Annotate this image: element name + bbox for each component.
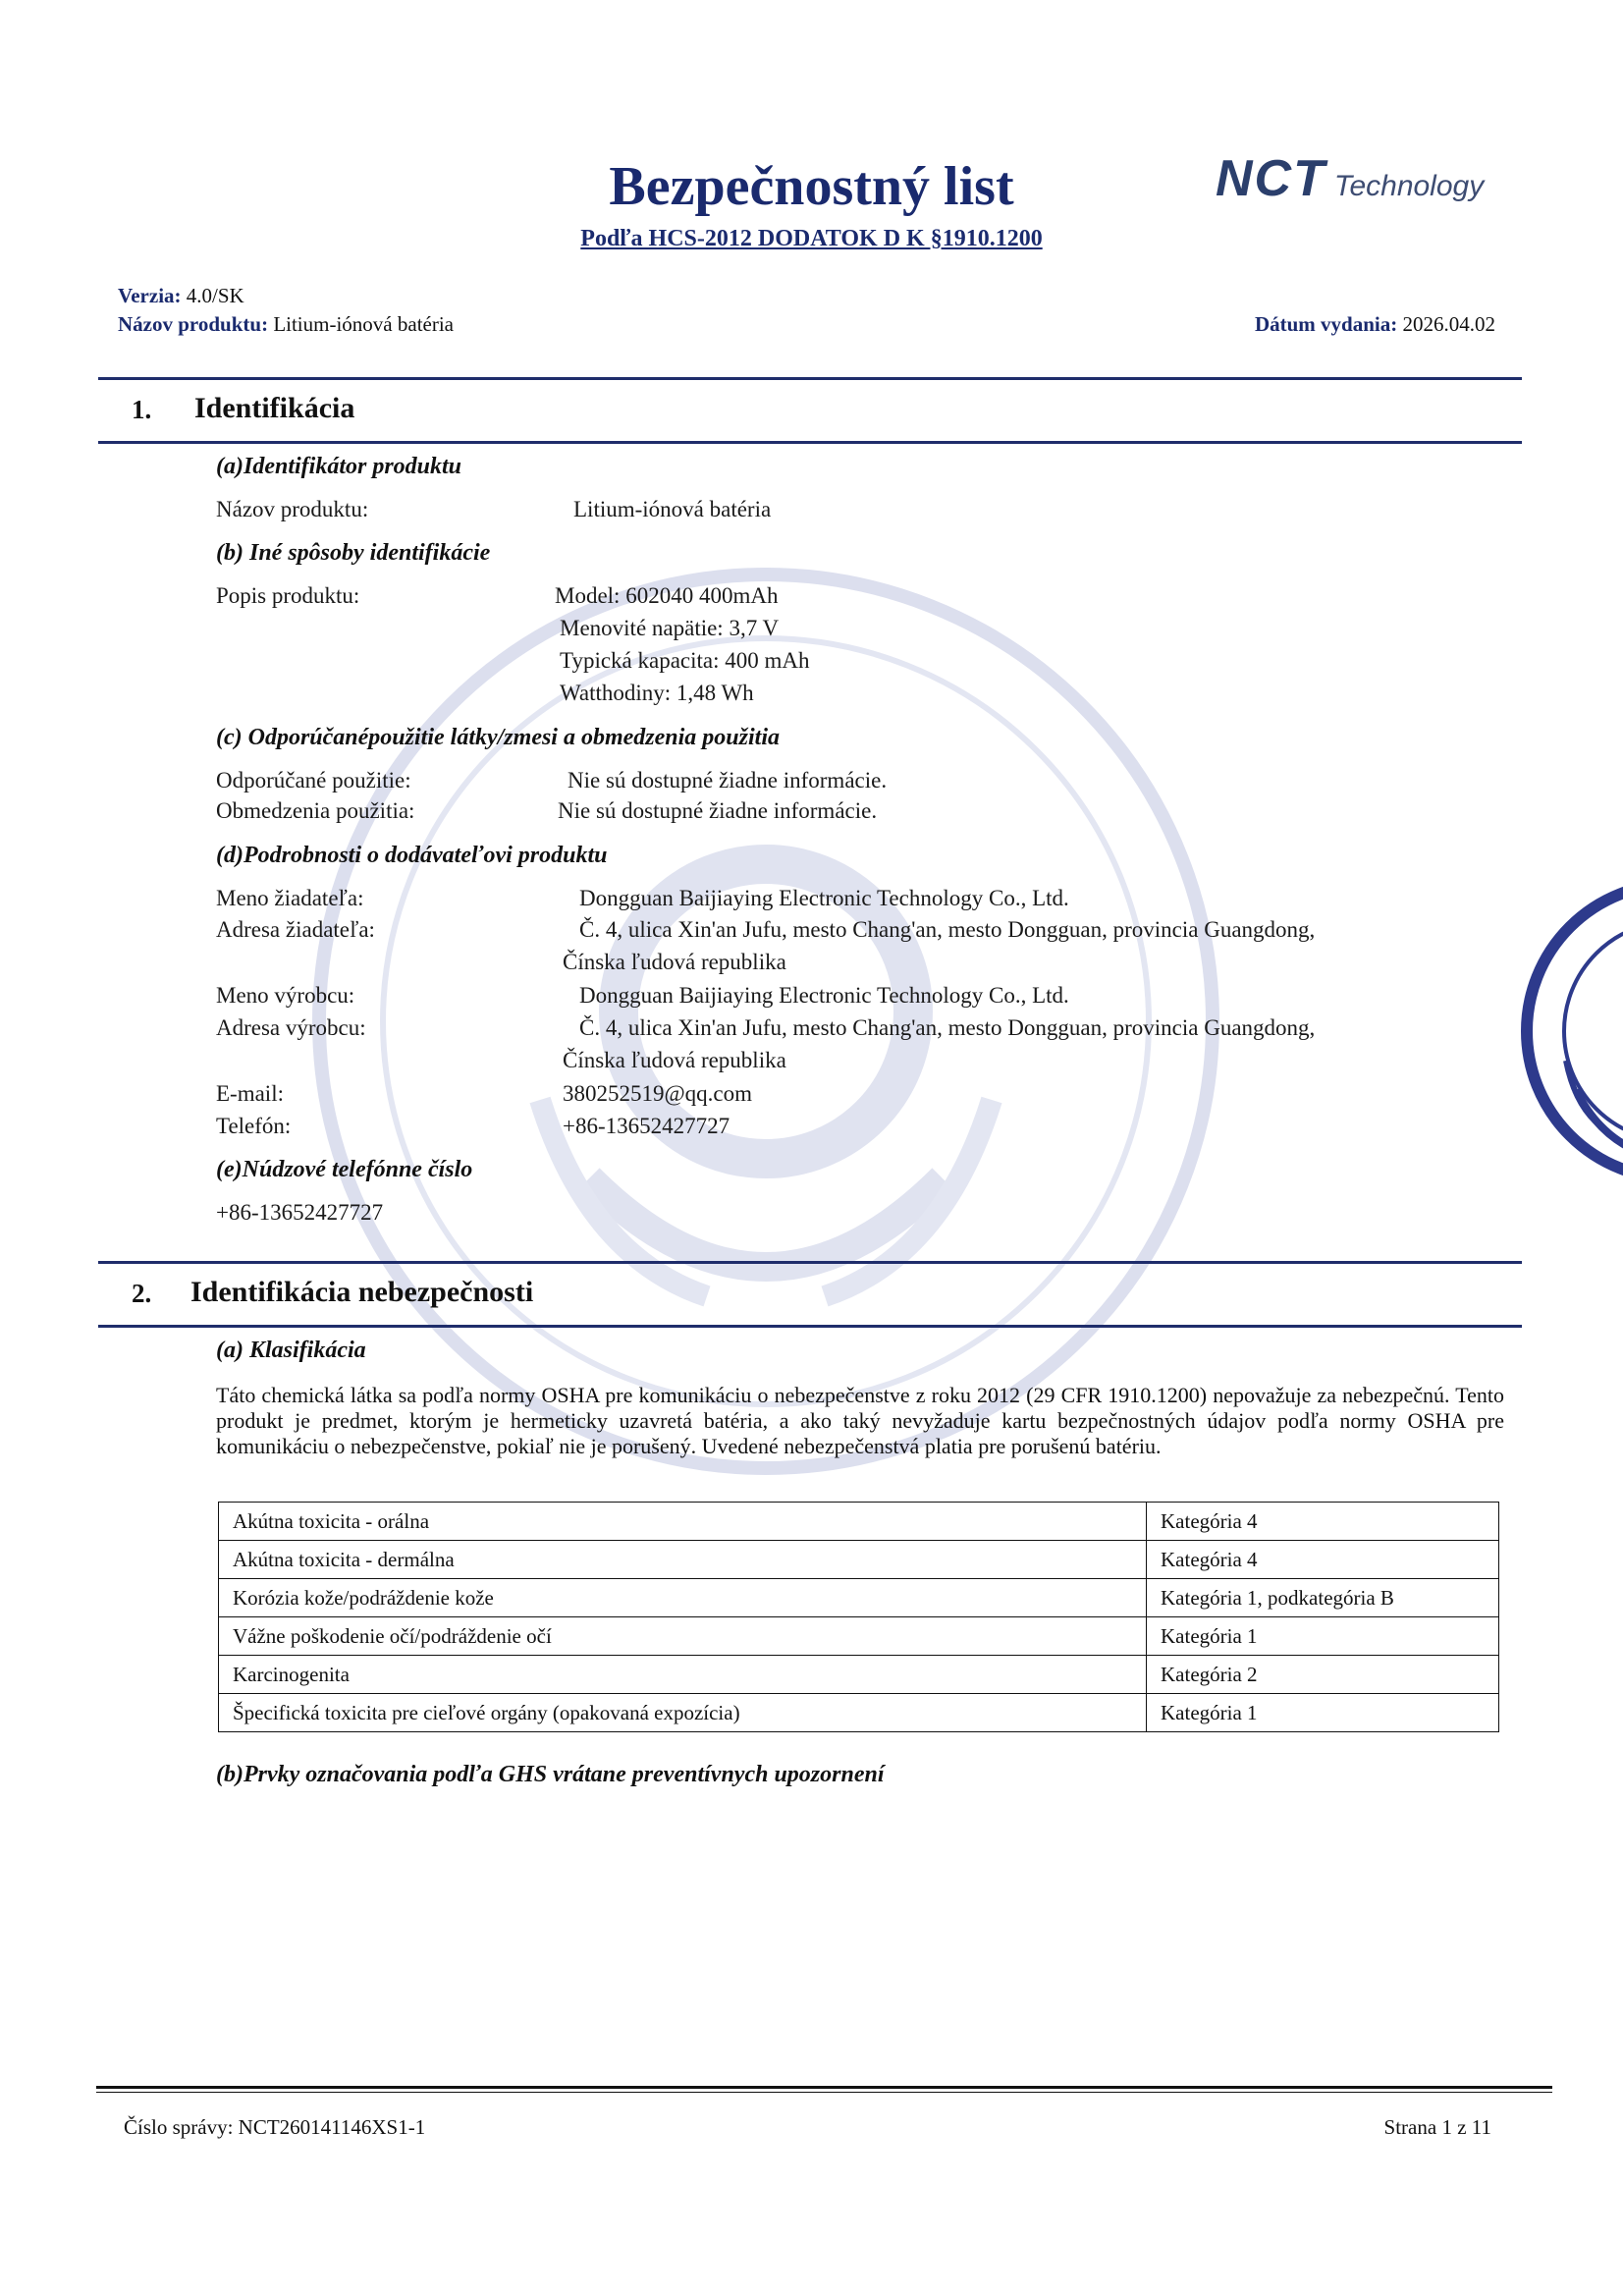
section-1-title: Identifikácia xyxy=(194,392,355,424)
version-line xyxy=(118,284,244,308)
product-name-label: Názov produktu: xyxy=(216,497,369,521)
hazard-cell: Korózia kože/podráždenie kože xyxy=(219,1579,1147,1617)
emergency-phone-value: +86-13652427727 xyxy=(216,1200,384,1225)
footer-rule-thin xyxy=(96,2092,1552,2093)
table-row xyxy=(219,1617,1499,1656)
product-name-value: Litium-iónová batéria xyxy=(573,497,772,521)
manufacturer-address-line2: Čínska ľudová republika xyxy=(563,1048,786,1072)
phone-label: Telefón: xyxy=(216,1114,292,1138)
description-line: Typická kapacita: 400 mAh xyxy=(560,648,810,673)
category-cell: Kategória 1 xyxy=(1147,1694,1499,1732)
table-row xyxy=(219,1579,1499,1617)
product-label: Názov produktu: xyxy=(118,312,269,336)
footer-rule-thick xyxy=(96,2086,1552,2089)
manufacturer-address-label: Adresa výrobcu: xyxy=(216,1015,366,1040)
subheading-1c: (c) Odporúčanépoužitie látky/zmesi a obmedzenia použitia xyxy=(216,725,780,750)
logo-sub-text: Technology xyxy=(1333,170,1485,202)
use-value: Nie sú dostupné žiadne informácie. xyxy=(568,768,888,793)
hazard-cell: Karcinogenita xyxy=(219,1656,1147,1694)
date-label: Dátum vydania: xyxy=(1254,312,1398,336)
description-line: Watthodiny: 1,48 Wh xyxy=(560,681,754,705)
applicant-name-value: Dongguan Baijiaying Electronic Technology Co., Ltd. xyxy=(579,886,1069,910)
report-number: Číslo správy: NCT260141146XS1-1 xyxy=(124,2115,426,2139)
section-2-title: Identifikácia nebezpečnosti xyxy=(190,1276,534,1308)
section-2-header xyxy=(98,1261,1522,1328)
description-line: Menovité napätie: 3,7 V xyxy=(560,616,780,640)
date-line xyxy=(1255,312,1495,337)
manufacturer-name-value: Dongguan Baijiaying Electronic Technology Co., Ltd. xyxy=(579,983,1069,1008)
email-label: E-mail: xyxy=(216,1081,284,1106)
manufacturer-name-label: Meno výrobcu: xyxy=(216,983,355,1008)
subheading-2a: (a) Klasifikácia xyxy=(216,1338,366,1363)
document-title: Bezpečnostný list xyxy=(609,156,1014,217)
category-cell: Kategória 4 xyxy=(1147,1541,1499,1579)
date-value: 2026.04.02 xyxy=(1402,312,1495,336)
document-subtitle: Podľa HCS-2012 DODATOK D K §1910.1200 xyxy=(580,226,1043,251)
manufacturer-address-line1: Č. 4, ulica Xin'an Jufu, mesto Chang'an, mesto Dongguan, provincia Guangdong, xyxy=(579,1015,1316,1040)
product-line xyxy=(118,312,454,337)
subheading-1d: (d)Podrobnosti o dodávateľovi produktu xyxy=(216,843,608,868)
subheading-2b: (b)Prvky označovania podľa GHS vrátane preventívnych upozornení xyxy=(216,1762,885,1787)
section-1-number: 1. xyxy=(132,395,152,424)
category-cell: Kategória 2 xyxy=(1147,1656,1499,1694)
email-value[interactable]: 380252519@qq.com xyxy=(563,1081,753,1106)
category-cell: Kategória 4 xyxy=(1147,1503,1499,1541)
restrictions-label: Obmedzenia použitia: xyxy=(216,798,415,823)
table-row xyxy=(219,1656,1499,1694)
company-logo xyxy=(1216,149,1520,208)
logo-main-text: NCT xyxy=(1216,150,1326,207)
product-value: Litium-iónová batéria xyxy=(273,312,455,336)
applicant-address-line2: Čínska ľudová republika xyxy=(563,950,786,974)
table-row xyxy=(219,1694,1499,1732)
hazard-cell: Akútna toxicita - dermálna xyxy=(219,1541,1147,1579)
restrictions-value: Nie sú dostupné žiadne informácie. xyxy=(558,798,878,823)
page-number: Strana 1 z 11 xyxy=(1383,2115,1491,2139)
description-label: Popis produktu: xyxy=(216,583,360,608)
version-value: 4.0/SK xyxy=(186,284,244,307)
phone-value: +86-13652427727 xyxy=(563,1114,730,1138)
hazard-cell: Špecifická toxicita pre cieľové orgány (opakovaná expozícia) xyxy=(219,1694,1147,1732)
company-stamp xyxy=(1507,864,1623,1198)
subheading-1b: (b) Iné spôsoby identifikácie xyxy=(216,540,491,566)
table-row xyxy=(219,1503,1499,1541)
category-cell: Kategória 1 xyxy=(1147,1617,1499,1656)
section-2-number: 2. xyxy=(132,1279,152,1308)
version-label: Verzia: xyxy=(118,284,182,307)
subheading-1a: (a)Identifikátor produktu xyxy=(216,454,462,479)
description-line: Model: 602040 400mAh xyxy=(555,583,779,608)
applicant-address-label: Adresa žiadateľa: xyxy=(216,917,375,942)
use-label: Odporúčané použitie: xyxy=(216,768,411,793)
category-cell: Kategória 1, podkategória B xyxy=(1147,1579,1499,1617)
applicant-address-line1: Č. 4, ulica Xin'an Jufu, mesto Chang'an, mesto Dongguan, provincia Guangdong, xyxy=(579,917,1316,942)
subheading-1e: (e)Núdzové telefónne číslo xyxy=(216,1157,473,1182)
classification-table xyxy=(218,1502,1499,1732)
table-row xyxy=(219,1541,1499,1579)
classification-paragraph: Táto chemická látka sa podľa normy OSHA pre komunikáciu o nebezpečenstve z roku 2012 (29 CFR 1910.1200) nepovažuje za nebezpečnú. Tento produkt je predmet, ktorým je hermeticky uzavretá batéria, a ako taký nevyžaduje kartu bezpečnostných údajov podľa normy OSHA pre komunikáciu o nebezpečenstve, pokiaľ nie je porušený. Uvedené nebezpečenstvá platia pre porušenú batériu. xyxy=(216,1383,1504,1458)
applicant-name-label: Meno žiadateľa: xyxy=(216,886,364,910)
hazard-cell: Vážne poškodenie očí/podráždenie očí xyxy=(219,1617,1147,1656)
section-1-header xyxy=(98,377,1522,444)
hazard-cell: Akútna toxicita - orálna xyxy=(219,1503,1147,1541)
